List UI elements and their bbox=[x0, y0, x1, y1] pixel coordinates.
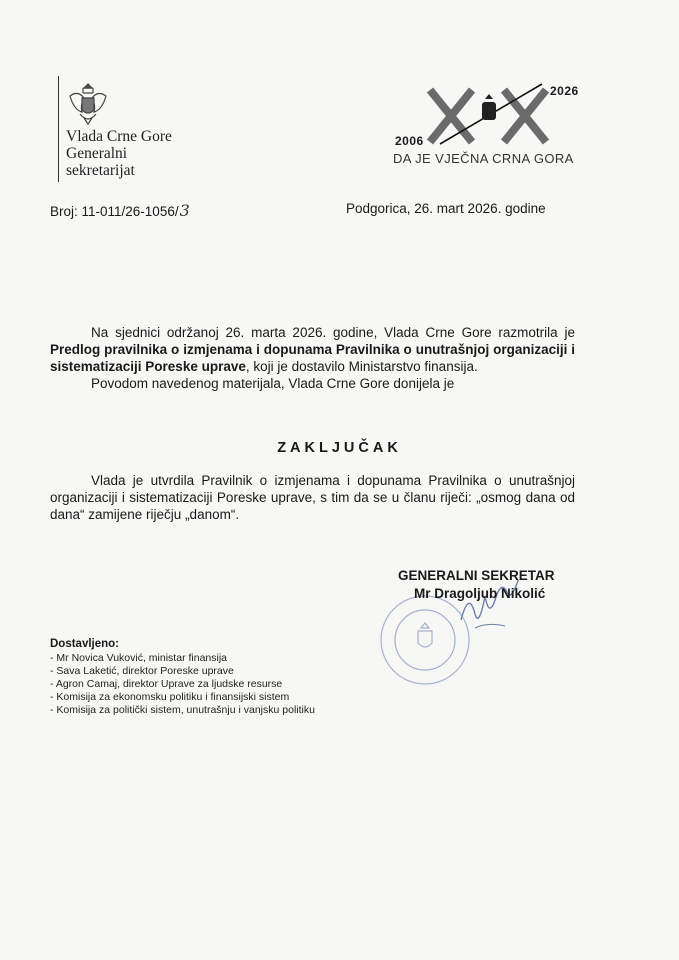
paragraph-intro-end: , koji je dostavilo Ministarstvo finansija. bbox=[245, 359, 478, 374]
signatory-name: Mr Dragoljub Nikolić bbox=[414, 586, 546, 601]
institution-line: sekretarijat bbox=[66, 162, 135, 179]
logo-year-end: 2026 bbox=[550, 84, 579, 98]
signatory-title: GENERALNI SEKRETAR bbox=[398, 568, 555, 583]
distribution-title: Dostavljeno: bbox=[50, 638, 120, 650]
coat-of-arms-icon bbox=[64, 80, 112, 126]
distribution-items bbox=[50, 652, 315, 717]
paragraph-decision: Povodom navedenog materijala, Vlada Crne Gore donijela je bbox=[91, 376, 455, 391]
paragraph-conclusion: Vlada je utvrdila Pravilnik o izmjenama i dopunama Pravilnika o unutrašnjoj organizaciji i sistematizaciji Poreske uprave, s tim da se u članu riječi: „osmog dana od dana“ zamijene riječju „danom“. bbox=[50, 473, 575, 522]
list-item: - Sava Laketić, direktor Poreske uprave bbox=[50, 665, 315, 678]
handwritten-suffix: 3 bbox=[179, 201, 190, 220]
list-item: - Komisija za politički sistem, unutrašnju i vanjsku politiku bbox=[50, 704, 315, 717]
reference-number bbox=[50, 201, 190, 220]
logo-year-start: 2006 bbox=[395, 134, 424, 148]
institution-line: Generalni bbox=[66, 145, 128, 162]
list-item: - Mr Novica Vuković, ministar finansija bbox=[50, 652, 315, 665]
distribution-list bbox=[50, 638, 315, 717]
paragraph-intro bbox=[50, 324, 575, 375]
header-divider bbox=[58, 76, 59, 182]
institution-name bbox=[66, 128, 172, 179]
conclusion-heading: ZAKLJUČAK bbox=[277, 440, 402, 456]
reference-number-label: Broj: 11-011/26-1056/ bbox=[50, 204, 179, 219]
document-date: Podgorica, 26. mart 2026. godine bbox=[346, 201, 546, 216]
institution-line: Vlada Crne Gore bbox=[66, 128, 172, 145]
logo-motto: DA JE VJEČNA CRNA GORA bbox=[393, 151, 574, 166]
paragraph-intro-text: Na sjednici održanoj 26. marta 2026. godine, Vlada Crne Gore razmotrila je bbox=[91, 325, 575, 340]
list-item: - Agron Camaj, direktor Uprave za ljudske resurse bbox=[50, 678, 315, 691]
paragraph-intro-bold: Predlog pravilnika o izmjenama i dopunama Pravilnika o unutrašnjoj organizaciji i sistematizaciji Poreske uprave bbox=[50, 342, 575, 374]
list-item: - Komisija za ekonomsku politiku i finansijski sistem bbox=[50, 691, 315, 704]
